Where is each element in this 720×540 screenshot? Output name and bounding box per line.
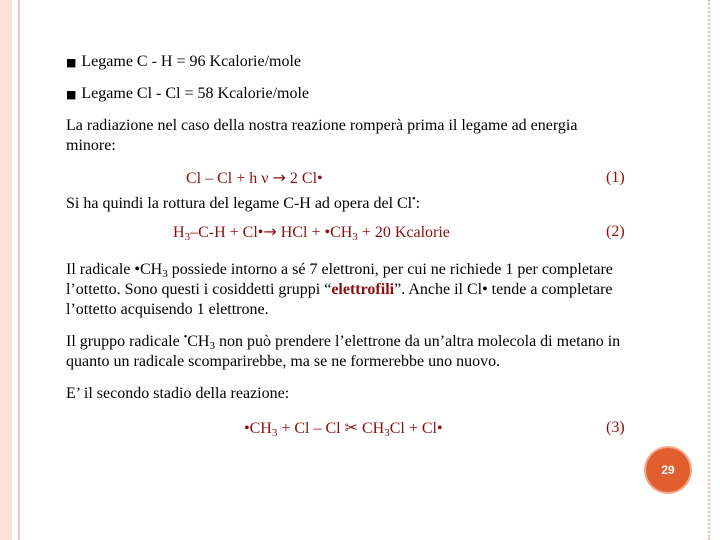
equation-3-number: (3) bbox=[606, 419, 625, 436]
square-bullet-icon: ■ bbox=[66, 56, 77, 69]
scissors-icon: ✂ bbox=[344, 418, 358, 437]
arrow-right-icon: → bbox=[263, 222, 277, 241]
arrow-right-icon: → bbox=[272, 168, 286, 187]
equation-1-expression: Cl – Cl + h ν → 2 Cl• bbox=[186, 168, 323, 187]
bullet-item-ch: ■ Legame C - H = 96 Kcalorie/mole bbox=[66, 53, 302, 70]
equation-2-expression: $H_3-C-H$ + Cl•→ HCl + $•CH_3 + 20$ Kcalorie bbox=[173, 222, 450, 243]
page-number-badge: 29 bbox=[646, 448, 690, 492]
intro-paragraph: La radiazione nel caso della nostra reazione romperà prima il legame ad energia minore: bbox=[66, 117, 578, 154]
slide-body bbox=[66, 52, 646, 440]
slide-left-rule bbox=[18, 0, 20, 540]
methyl-radical-paragraph: Il gruppo radicale $^•CH_3$ non può prendere l’elettrone da un’altra molecola di metano in quanto un radicale scomparirebbe, ma se ne formerebbe uno nuovo. bbox=[66, 332, 621, 370]
equation-1-number: (1) bbox=[606, 169, 625, 186]
equation-3 bbox=[66, 418, 646, 440]
equation-1 bbox=[66, 168, 646, 190]
slide-left-border bbox=[0, 0, 12, 540]
slide-right-dotted-border bbox=[708, 0, 710, 540]
second-stage-sentence: E’ il secondo stadio della reazione: bbox=[66, 385, 290, 402]
highlight-elettrofili: elettrofili bbox=[331, 281, 395, 298]
radical-paragraph: Il radicale $•CH_3$ possiede intorno a sé 7 elettroni, per cui ne richiede 1 per completare l’ottetto. Sono questi i cosiddetti gruppi “elettrofili”. Anche il Cl• tende a completare l’ottetto acquisendo 1 elettrone. bbox=[66, 261, 613, 318]
square-bullet-icon: ■ bbox=[66, 88, 77, 101]
equation-2 bbox=[66, 222, 646, 244]
cleavage-sentence: Si ha quindi la rottura del legame C-H ad opera del Cl•: bbox=[66, 194, 421, 212]
bullet-item-clcl: ■ Legame Cl - Cl = 58 Kcalorie/mole bbox=[66, 85, 310, 102]
equation-3-expression: $•CH_3 + Cl - Cl$ ✂ $CH_3Cl$ + Cl• bbox=[244, 418, 443, 439]
equation-2-number: (2) bbox=[606, 223, 625, 240]
